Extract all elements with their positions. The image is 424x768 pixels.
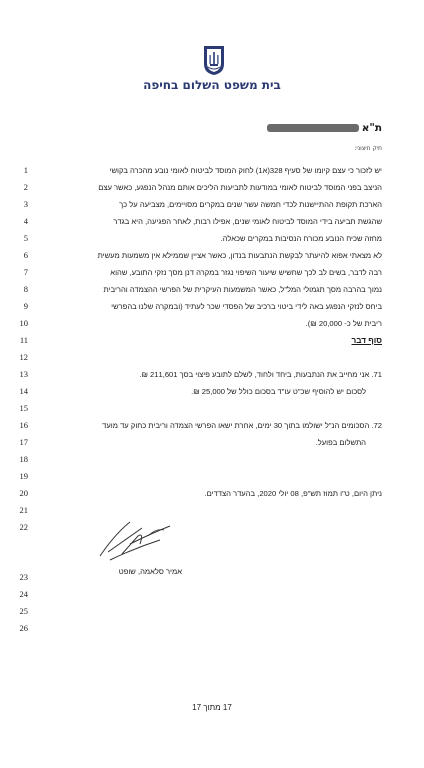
line-number: 6 <box>23 250 28 260</box>
line-number: 2 <box>23 182 28 192</box>
line-number: 16 <box>19 420 28 430</box>
line-number: 5 <box>23 233 28 243</box>
line-number: 19 <box>19 471 28 481</box>
paragraph-72-line-1: 72. הסכומים הנ"ל ישולמו בתוך 30 ימים, אחרת ישאו הפרשי הצמדה וריבית כחוק עד מועד <box>102 421 382 430</box>
line-number: 13 <box>19 369 28 379</box>
line-number: 11 <box>19 335 28 345</box>
line-number: 3 <box>23 199 28 209</box>
body-line: נמוך בהרבה מסך תגמולי המל"ל, כאשר המשמעות העיקרית של הפרשי ההצמדה והריבית <box>103 285 382 294</box>
line-number: 7 <box>23 267 28 277</box>
line-number: 9 <box>23 301 28 311</box>
state-emblem-icon <box>201 44 227 76</box>
line-number: 14 <box>19 386 28 396</box>
handwritten-signature <box>60 514 190 574</box>
line-number: 12 <box>19 352 28 362</box>
body-line: הניצב בפני המוסד לביטוח לאומי במודעות לתביעות הליכים אותם מנהל הנפגע, כאשר עצם <box>98 183 382 192</box>
line-number: 17 <box>19 437 28 447</box>
body-line: ריבית של כ- 20,000 ₪). <box>305 319 382 328</box>
line-number: 8 <box>23 284 28 294</box>
body-line: רבה לדבר, בשים לב לכך שחשיש שיעור השיפוי נגזר במקרה דנן מסך נזקי התובע, שהוא <box>110 268 382 277</box>
line-number: 23 <box>19 572 28 582</box>
line-number: 15 <box>19 403 28 413</box>
line-number: 26 <box>19 623 28 633</box>
line-number: 25 <box>19 606 28 616</box>
redacted-case-number <box>267 124 359 132</box>
body-line: מחזה שכיח הנובע מכורח הנסיבות במקרים שכאלה. <box>220 234 382 243</box>
judge-signature-name: אמיר סלאמה, שופט <box>118 567 182 576</box>
body-line: יש לזכור כי עצם קיומו של סעיף 328(א1) לחוק המוסד לביטוח לאומי נובע מהכרה בקושי <box>109 166 382 175</box>
paragraph-71-line-2: לסכום יש להוסיף שכ"ט עו"ד בסכום כולל של 25,000 ₪. <box>191 387 366 396</box>
body-line: ביחס לנזקי הנפגע באה לידי ביטוי ברכיב של הפסדי שכר לעתיד (ובמקרה שלנו בהפרשי <box>111 302 382 311</box>
line-number: 21 <box>19 505 28 515</box>
section-heading: סוף דבר <box>351 336 382 345</box>
body-line: לא מצאתי אפוא להיעתר לבקשת הנתבעות בנדון, כאשר אציין שממילא אין משמעות מעשית <box>97 251 382 260</box>
case-number-prefix: ת"א <box>361 122 382 134</box>
given-date-line: ניתן היום, ט"ו תמוז תש"פ, 08 יולי 2020, בהעדר הצדדים. <box>204 489 382 498</box>
line-number: 22 <box>19 522 28 532</box>
line-number: 20 <box>19 488 28 498</box>
page-number: 17 מתוך 17 <box>192 703 232 712</box>
court-title: בית משפט השלום בחיפה <box>143 78 281 92</box>
line-number: 18 <box>19 454 28 464</box>
paragraph-71-line-1: 71. אני מחייב את הנתבעות, ביחד ולחוד, לשלם לתובע פיצוי בסך 211,601 ₪. <box>139 370 382 379</box>
paragraph-72-line-2: התשלום בפועל. <box>315 438 366 447</box>
line-number: 24 <box>19 589 28 599</box>
line-number: 10 <box>19 318 28 328</box>
body-line: הארכת תקופת ההתיישנות לכדי חמשה עשר שנים במקרים מסויימים, מצביעה על כך <box>119 200 382 209</box>
body-line: שהגשת תביעה בידי המוסד לביטוח לאומי שנים, אפילו רבות, לאחר הפגיעה, היא בגדר <box>113 217 382 226</box>
line-number: 1 <box>23 165 28 175</box>
case-number <box>267 122 382 134</box>
line-number: 4 <box>23 216 28 226</box>
external-case-label: תיק חיצוני: <box>354 145 382 152</box>
